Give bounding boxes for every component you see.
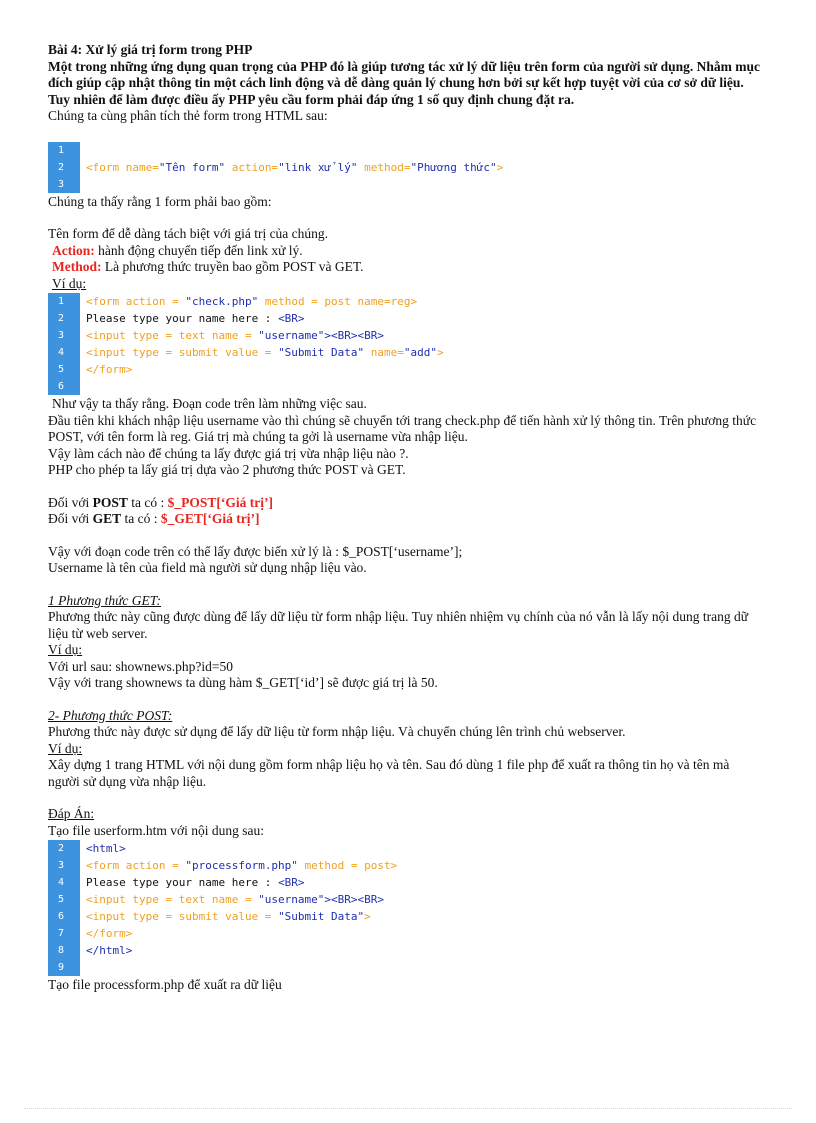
- form-name-desc: Tên form để dễ dàng tách biệt với giá trị của chúng.: [48, 226, 329, 241]
- code-block-userform: [48, 840, 760, 976]
- answer-label: Đáp Án:: [48, 806, 95, 821]
- code-lines: <html> <form action = "processform.php" method = post> Please type your name here : <BR> <input type = text name = "username"><BR><BR> <input type = submit value = "Submit Data"> </form> </html>: [86, 842, 398, 957]
- code-lines: <form name="Tên form" action="link xử lý" method="Phương thức">: [86, 160, 504, 174]
- line-numbers: 1 2 3: [48, 142, 80, 193]
- get-example-url: Với url sau: shownews.php?id=50: [48, 658, 233, 674]
- line-numbers: 2 3 4 5 6 7 8 9: [48, 840, 80, 976]
- method-line: Method: Là phương thức truyền bao gồm POST và GET.: [52, 259, 364, 274]
- explain-line-3: Vậy làm cách nào để chúng ta lấy được giá trị vừa nhập liệu nào ?.: [48, 445, 409, 461]
- line-numbers: 1 2 3 4 5 6: [48, 293, 80, 395]
- action-line: Action: hành động chuyển tiếp đến link xử lý.: [52, 242, 303, 258]
- post-method-heading: 2- Phương thức POST:: [48, 707, 173, 723]
- explain-line-4: PHP cho phép ta lấy giá trị dựa vào 2 phương thức POST và GET.: [48, 462, 406, 477]
- get-example-label: Ví dụ:: [48, 642, 83, 657]
- create-process-text: Tạo file processform.php để xuất ra dữ liệu: [48, 977, 282, 992]
- fetch-variable-line: Vậy với đoạn code trên có thể lấy được biến xử lý là : $_POST[‘username’];: [48, 543, 463, 559]
- create-userform-text: Tạo file userform.htm với nội dung sau:: [48, 822, 264, 838]
- form-includes-text: Chúng ta thấy rằng 1 form phải bao gồm:: [48, 193, 272, 209]
- field-desc-line: Username là tên của field mà người sử dụng nhập liệu vào.: [48, 560, 367, 575]
- get-syntax-line: Đối với GET ta có : $_GET[‘Giá trị’]: [48, 511, 260, 526]
- lesson-title: Bài 4: Xử lý giá trị form trong PHP: [48, 42, 253, 57]
- example-label: Ví dụ:: [52, 275, 87, 291]
- explain-line-2: Đầu tiên khi khách nhập liệu username vào thì chúng sẽ chuyển tới trang check.php để tiến hành xử lý thông tin. Trên phương thức POST, với tên form là reg. Giá trị mà chúng ta gởi là username vừa nhập liệu.: [48, 412, 757, 444]
- code-block-form-tag: [48, 142, 760, 193]
- post-example-desc: Xây dựng 1 trang HTML với nội dung gồm form nhập liệu họ và tên. Sau đó dùng 1 file php để xuất ra thông tin họ và tên mà người sử dụng vừa nhập liệu.: [48, 757, 730, 789]
- code-lines: <form action = "check.php" method = post name=reg> Please type your name here : <BR> <input type = text name = "username"><BR><BR> <input type = submit value = "Submit Data" name="add"> </form>: [86, 295, 444, 376]
- intro-paragraph: Một trong những ứng dụng quan trọng của PHP đó là giúp tương tác xử lý dữ liệu trên form của người sử dụng. Nhằm mục đích giúp cập nhật thông tin một cách linh động và dễ dàng quản lý chung hơn bởi sự kết hợp tuyệt vời của cơ sở dữ liệu. Tuy nhiên để làm được điều ấy PHP yêu cầu form phải đáp ứng 1 số quy định chung đặt ra.: [48, 58, 761, 107]
- get-example-result: Vậy với trang shownews ta dùng hàm $_GET[‘id’] sẽ được giá trị là 50.: [48, 675, 438, 690]
- page-bottom-divider: [24, 1108, 792, 1109]
- explain-line-1: Như vậy ta thấy rằng. Đoạn code trên làm những việc sau.: [52, 396, 367, 411]
- post-syntax-line: Đối với POST ta có : $_POST[‘Giá trị’]: [48, 494, 274, 510]
- code-block-check-form: [48, 293, 760, 395]
- analyze-text: Chúng ta cùng phân tích thẻ form trong HTML sau:: [48, 108, 328, 123]
- document-page: [48, 42, 760, 994]
- get-method-heading: 1 Phương thức GET:: [48, 592, 162, 608]
- post-example-label: Ví dụ:: [48, 740, 83, 756]
- get-method-desc: Phương thức này cũng được dùng để lấy dữ liệu từ form nhập liệu. Tuy nhiên nhiệm vụ chính của nó vẫn là lấy nội dung trang dữ liệu từ web server.: [48, 609, 749, 641]
- post-method-desc: Phương thức này được sử dụng để lấy dữ liệu từ form nhập liệu. Và chuyển chúng lên trình chủ webserver.: [48, 724, 626, 739]
